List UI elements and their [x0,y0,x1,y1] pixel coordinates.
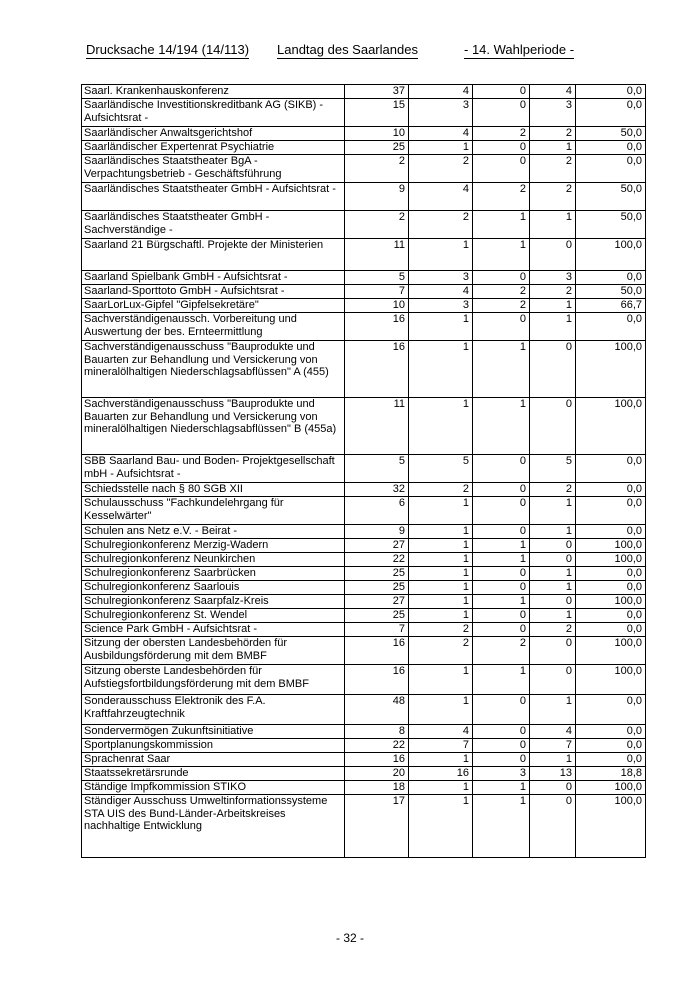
count-cell: 16 [345,313,409,341]
table-row [82,553,646,567]
count-cell: 0 [473,85,530,99]
table-row [82,525,646,539]
count-cell: 0 [530,665,576,695]
table-row [82,567,646,581]
table-row [82,483,646,497]
count-cell: 5 [409,455,473,483]
percent-cell: 0,0 [576,99,646,127]
percent-cell: 100,0 [576,239,646,271]
percent-cell: 0,0 [576,525,646,539]
count-cell: 0 [473,271,530,285]
count-cell: 2 [409,483,473,497]
count-cell: 1 [473,539,530,553]
committee-name-cell: Sitzung oberste Landesbehörden für Aufstiegsfortbildungsförderung mit dem BMBF [82,665,345,695]
committee-name-cell: Ständige Impfkommission STIKO [82,781,345,795]
committee-name-cell: Science Park GmbH - Aufsichtsrat - [82,623,345,637]
count-cell: 7 [345,285,409,299]
count-cell: 0 [473,525,530,539]
committee-name-cell: Sachverständigenausschuss "Bauprodukte und Bauarten zur Behandlung und Versickerung von mineralölhaltigen Niederschlagsabflüssen" B (455a) [82,398,345,455]
committee-name-cell: Schulregionkonferenz Saarpfalz-Kreis [82,595,345,609]
committee-name-cell: Saarland Spielbank GmbH - Aufsichtsrat - [82,271,345,285]
count-cell: 3 [409,271,473,285]
count-cell: 1 [530,497,576,525]
count-cell: 2 [409,637,473,665]
count-cell: 0 [530,637,576,665]
table-row [82,539,646,553]
count-cell: 16 [345,665,409,695]
count-cell: 1 [409,581,473,595]
table-row [82,795,646,858]
count-cell: 3 [473,767,530,781]
count-cell: 27 [345,595,409,609]
table-row [82,313,646,341]
count-cell: 1 [409,695,473,725]
committee-name-cell: Schulen ans Netz e.V. - Beirat - [82,525,345,539]
percent-cell: 0,0 [576,483,646,497]
count-cell: 1 [530,695,576,725]
count-cell: 32 [345,483,409,497]
count-cell: 1 [530,299,576,313]
page-number: - 32 - [335,931,364,945]
count-cell: 1 [473,398,530,455]
table-row [82,183,646,211]
count-cell: 1 [409,497,473,525]
table-row [82,239,646,271]
table-row [82,725,646,739]
count-cell: 3 [530,99,576,127]
committee-name-cell: Sprachenrat Saar [82,753,345,767]
percent-cell: 100,0 [576,539,646,553]
count-cell: 0 [473,695,530,725]
count-cell: 4 [409,183,473,211]
count-cell: 6 [345,497,409,525]
table-row [82,497,646,525]
header-legislative-period: - 14. Wahlperiode - [464,42,575,57]
percent-cell: 0,0 [576,455,646,483]
percent-cell: 100,0 [576,795,646,858]
committee-name-cell: Saarländisches Staatstheater BgA - Verpachtungsbetrieb - Geschäftsführung [82,155,345,183]
count-cell: 8 [345,725,409,739]
percent-cell: 100,0 [576,595,646,609]
count-cell: 1 [409,553,473,567]
count-cell: 2 [473,183,530,211]
percent-cell: 50,0 [576,211,646,239]
committee-name-cell: Ständiger Ausschuss Umweltinformationssysteme STA UIS des Bund-Länder-Arbeitskreises nachhaltige Entwicklung [82,795,345,858]
count-cell: 2 [530,127,576,141]
count-cell: 0 [473,99,530,127]
table-row [82,99,646,127]
header-document-number: Drucksache 14/194 (14/113) [86,42,250,57]
percent-cell: 0,0 [576,623,646,637]
count-cell: 13 [530,767,576,781]
percent-cell: 0,0 [576,725,646,739]
table-row [82,595,646,609]
count-cell: 2 [409,155,473,183]
count-cell: 5 [530,455,576,483]
percent-cell: 100,0 [576,781,646,795]
count-cell: 1 [409,525,473,539]
count-cell: 0 [530,398,576,455]
committee-name-cell: Saarländischer Anwaltsgerichtshof [82,127,345,141]
committee-name-cell: Saarländischer Expertenrat Psychiatrie [82,141,345,155]
count-cell: 1 [409,141,473,155]
percent-cell: 0,0 [576,271,646,285]
table-row [82,767,646,781]
count-cell: 2 [530,483,576,497]
table-row [82,85,646,99]
committee-name-cell: Sondervermögen Zukunftsinitiative [82,725,345,739]
percent-cell: 0,0 [576,739,646,753]
count-cell: 1 [409,753,473,767]
percent-cell: 50,0 [576,183,646,211]
percent-cell: 0,0 [576,497,646,525]
count-cell: 2 [473,285,530,299]
percent-cell: 100,0 [576,553,646,567]
table-row [82,285,646,299]
count-cell: 10 [345,299,409,313]
count-cell: 1 [530,313,576,341]
committee-name-cell: Saarländisches Staatstheater GmbH - Sachverständige - [82,211,345,239]
count-cell: 1 [473,553,530,567]
count-cell: 0 [530,239,576,271]
table-row [82,695,646,725]
percent-cell: 0,0 [576,85,646,99]
count-cell: 3 [530,271,576,285]
count-cell: 1 [409,781,473,795]
count-cell: 1 [530,581,576,595]
count-cell: 2 [530,623,576,637]
committee-name-cell: Staatssekretärsrunde [82,767,345,781]
count-cell: 0 [530,781,576,795]
count-cell: 0 [530,595,576,609]
percent-cell: 0,0 [576,313,646,341]
table-row [82,739,646,753]
count-cell: 18 [345,781,409,795]
count-cell: 2 [409,623,473,637]
count-cell: 1 [530,211,576,239]
count-cell: 9 [345,525,409,539]
count-cell: 0 [473,753,530,767]
count-cell: 0 [473,739,530,753]
count-cell: 0 [473,725,530,739]
committee-name-cell: Schulregionkonferenz St. Wendel [82,609,345,623]
count-cell: 1 [409,239,473,271]
count-cell: 0 [530,341,576,398]
count-cell: 0 [473,581,530,595]
count-cell: 0 [473,623,530,637]
percent-cell: 0,0 [576,567,646,581]
count-cell: 1 [409,341,473,398]
count-cell: 5 [345,455,409,483]
count-cell: 3 [409,99,473,127]
count-cell: 1 [473,211,530,239]
count-cell: 1 [409,567,473,581]
count-cell: 9 [345,183,409,211]
count-cell: 16 [409,767,473,781]
count-cell: 27 [345,539,409,553]
count-cell: 4 [409,127,473,141]
count-cell: 1 [409,539,473,553]
percent-cell: 66,7 [576,299,646,313]
percent-cell: 0,0 [576,581,646,595]
percent-cell: 50,0 [576,285,646,299]
count-cell: 25 [345,141,409,155]
committee-table [81,84,646,858]
table-row [82,299,646,313]
count-cell: 7 [409,739,473,753]
count-cell: 0 [530,795,576,858]
percent-cell: 18,8 [576,767,646,781]
table-row [82,609,646,623]
count-cell: 1 [530,609,576,623]
count-cell: 1 [409,665,473,695]
count-cell: 2 [473,127,530,141]
count-cell: 3 [409,299,473,313]
count-cell: 1 [473,595,530,609]
percent-cell: 100,0 [576,637,646,665]
count-cell: 1 [409,595,473,609]
count-cell: 1 [473,795,530,858]
table-row [82,637,646,665]
count-cell: 48 [345,695,409,725]
count-cell: 1 [530,567,576,581]
count-cell: 16 [345,637,409,665]
count-cell: 1 [409,795,473,858]
committee-name-cell: Schulregionkonferenz Neunkirchen [82,553,345,567]
count-cell: 11 [345,398,409,455]
percent-cell: 50,0 [576,127,646,141]
committee-name-cell: SBB Saarland Bau- und Boden- Projektgesellschaft mbH - Aufsichtsrat - [82,455,345,483]
count-cell: 22 [345,553,409,567]
count-cell: 0 [473,313,530,341]
count-cell: 0 [473,497,530,525]
count-cell: 7 [345,623,409,637]
count-cell: 1 [473,341,530,398]
table-row [82,341,646,398]
count-cell: 2 [409,211,473,239]
table-row [82,211,646,239]
count-cell: 0 [473,141,530,155]
count-cell: 1 [409,609,473,623]
percent-cell: 100,0 [576,341,646,398]
count-cell: 4 [530,725,576,739]
count-cell: 5 [345,271,409,285]
count-cell: 11 [345,239,409,271]
count-cell: 0 [530,553,576,567]
committee-name-cell: SaarLorLux-Gipfel "Gipfelsekretäre" [82,299,345,313]
count-cell: 0 [473,567,530,581]
committee-name-cell: Saarländisches Staatstheater GmbH - Aufsichtsrat - [82,183,345,211]
count-cell: 25 [345,581,409,595]
table-row [82,141,646,155]
count-cell: 0 [530,539,576,553]
count-cell: 1 [530,141,576,155]
count-cell: 2 [345,155,409,183]
count-cell: 2 [345,211,409,239]
committee-name-cell: Schiedsstelle nach § 80 SGB XII [82,483,345,497]
count-cell: 4 [409,725,473,739]
percent-cell: 100,0 [576,398,646,455]
committee-name-cell: Saarland 21 Bürgschaftl. Projekte der Ministerien [82,239,345,271]
committee-name-cell: Sitzung der obersten Landesbehörden für Ausbildungsförderung mit dem BMBF [82,637,345,665]
committee-name-cell: Saarland-Sporttoto GmbH - Aufsichtsrat - [82,285,345,299]
count-cell: 1 [409,313,473,341]
count-cell: 17 [345,795,409,858]
count-cell: 1 [473,665,530,695]
count-cell: 16 [345,341,409,398]
table-row [82,581,646,595]
committee-name-cell: Sonderausschuss Elektronik des F.A. Kraftfahrzeugtechnik [82,695,345,725]
count-cell: 22 [345,739,409,753]
count-cell: 4 [409,85,473,99]
count-cell: 2 [530,183,576,211]
table-row [82,155,646,183]
count-cell: 20 [345,767,409,781]
count-cell: 2 [473,299,530,313]
count-cell: 2 [530,155,576,183]
count-cell: 2 [473,637,530,665]
table-row [82,271,646,285]
table-row [82,127,646,141]
count-cell: 1 [473,781,530,795]
count-cell: 4 [409,285,473,299]
count-cell: 1 [473,239,530,271]
count-cell: 25 [345,567,409,581]
percent-cell: 100,0 [576,665,646,695]
committee-name-cell: Schulregionkonferenz Saarlouis [82,581,345,595]
committee-name-cell: Sachverständigenausschuss "Bauprodukte und Bauarten zur Behandlung und Versickerung von mineralölhaltigen Niederschlagsabflüssen" A (455) [82,341,345,398]
table-row [82,665,646,695]
count-cell: 7 [530,739,576,753]
count-cell: 25 [345,609,409,623]
table-row [82,781,646,795]
count-cell: 37 [345,85,409,99]
table-row [82,753,646,767]
count-cell: 2 [530,285,576,299]
count-cell: 16 [345,753,409,767]
percent-cell: 0,0 [576,141,646,155]
percent-cell: 0,0 [576,695,646,725]
percent-cell: 0,0 [576,609,646,623]
count-cell: 1 [530,525,576,539]
table-row [82,455,646,483]
committee-name-cell: Sportplanungskommission [82,739,345,753]
count-cell: 1 [409,398,473,455]
committee-name-cell: Schulregionkonferenz Merzig-Wadern [82,539,345,553]
table-row [82,623,646,637]
committee-name-cell: Saarl. Krankenhauskonferenz [82,85,345,99]
count-cell: 0 [473,609,530,623]
count-cell: 0 [473,155,530,183]
count-cell: 4 [530,85,576,99]
committee-name-cell: Schulausschuss "Fachkundelehrgang für Kesselwärter" [82,497,345,525]
count-cell: 0 [473,455,530,483]
header-parliament: Landtag des Saarlandes [277,42,418,57]
committee-name-cell: Saarländische Investitionskreditbank AG (SIKB) - Aufsichtsrat - [82,99,345,127]
table-row [82,398,646,455]
committee-name-cell: Schulregionkonferenz Saarbrücken [82,567,345,581]
count-cell: 15 [345,99,409,127]
count-cell: 10 [345,127,409,141]
count-cell: 0 [473,483,530,497]
committee-name-cell: Sachverständigenaussch. Vorbereitung und Auswertung der bes. Ernteermittlung [82,313,345,341]
percent-cell: 0,0 [576,155,646,183]
count-cell: 1 [530,753,576,767]
percent-cell: 0,0 [576,753,646,767]
